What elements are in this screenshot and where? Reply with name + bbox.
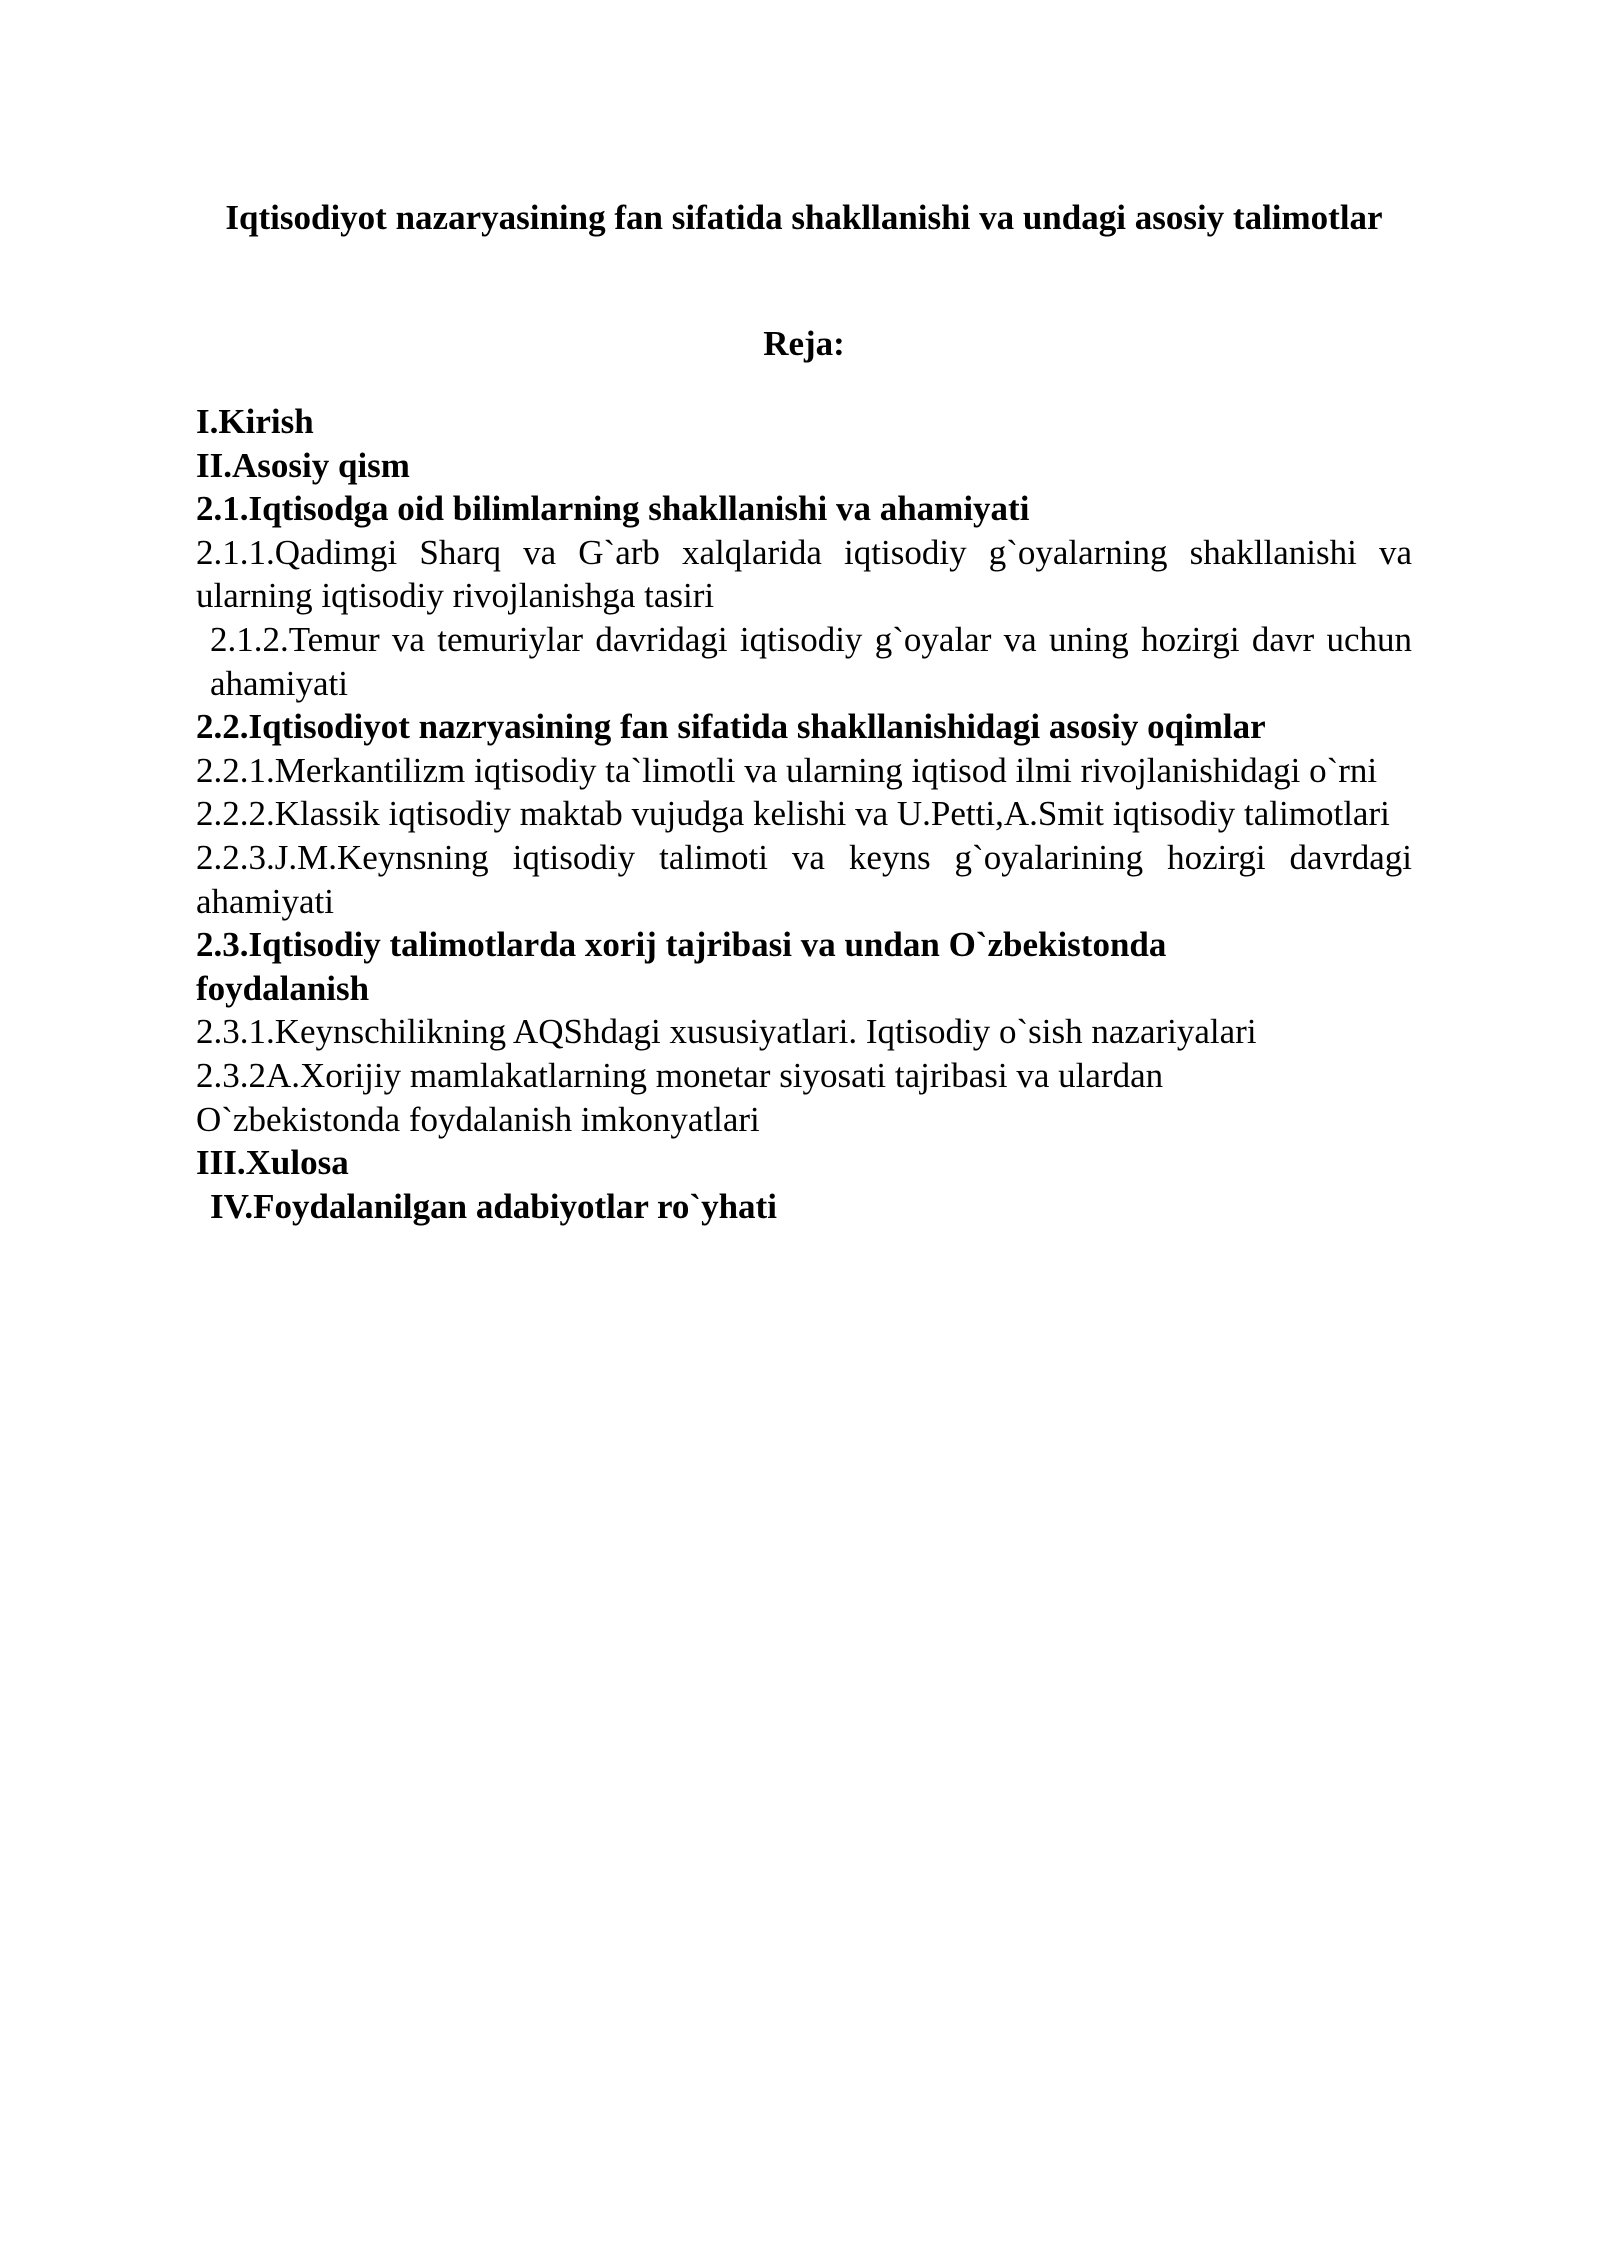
- plan-item-conclusion: III.Xulosa: [196, 1143, 349, 1183]
- document-title: Iqtisodiyot nazaryasining fan sifatida shakllanishi va undagi asosiy talimotlar: [225, 198, 1383, 237]
- plan-heading: Reja:: [763, 324, 845, 363]
- plan-item-2-1-1: 2.1.1.Qadimgi Sharq va G`arb xalqlarida iqtisodiy g`oyalarning shakllanishi va ularning iqtisodiy rivojlanishga tasiri: [196, 532, 1412, 616]
- plan-item-2-2-1: 2.2.1.Merkantilizm iqtisodiy ta`limotli va ularning iqtisod ilmi rivojlanishidagi o`rni: [196, 750, 1378, 790]
- plan-item-2-2: 2.2.Iqtisodiyot nazryasining fan sifatida shakllanishidagi asosiy oqimlar: [196, 707, 1266, 747]
- plan-item-references: IV.Foydalanilgan adabiyotlar ro`yhati: [210, 1186, 777, 1226]
- plan-item-main-part: II.Asosiy qism: [196, 445, 410, 485]
- plan-item-2-1: 2.1.Iqtisodga oid bilimlarning shakllanishi va ahamiyati: [196, 489, 1030, 529]
- plan-item-2-3-2: 2.3.2A.Xorijiy mamlakatlarning monetar siyosati tajribasi va ulardan O`zbekistonda foydalanish imkonyatlari: [196, 1055, 1164, 1139]
- plan-item-2-1-2: 2.1.2.Temur va temuriylar davridagi iqtisodiy g`oyalar va uning hozirgi davr uchun ahamiyati: [210, 619, 1412, 703]
- plan-item-2-3-1: 2.3.1.Keynschilikning AQShdagi xususiyatlari. Iqtisodiy o`sish nazariyalari: [196, 1012, 1257, 1052]
- plan-item-2-3: 2.3.Iqtisodiy talimotlarda xorij tajribasi va undan O`zbekistonda foydalanish: [196, 925, 1167, 1008]
- plan-item-2-2-3: 2.2.3.J.M.Keynsning iqtisodiy talimoti va keyns g`oyalarining hozirgi davrdagi ahamiyati: [196, 837, 1412, 921]
- plan-item-2-2-2: 2.2.2.Klassik iqtisodiy maktab vujudga kelishi va U.Petti,A.Smit iqtisodiy talimotlari: [196, 794, 1390, 834]
- plan-list: [196, 400, 1412, 1228]
- plan-item-introduction: I.Kirish: [196, 402, 314, 441]
